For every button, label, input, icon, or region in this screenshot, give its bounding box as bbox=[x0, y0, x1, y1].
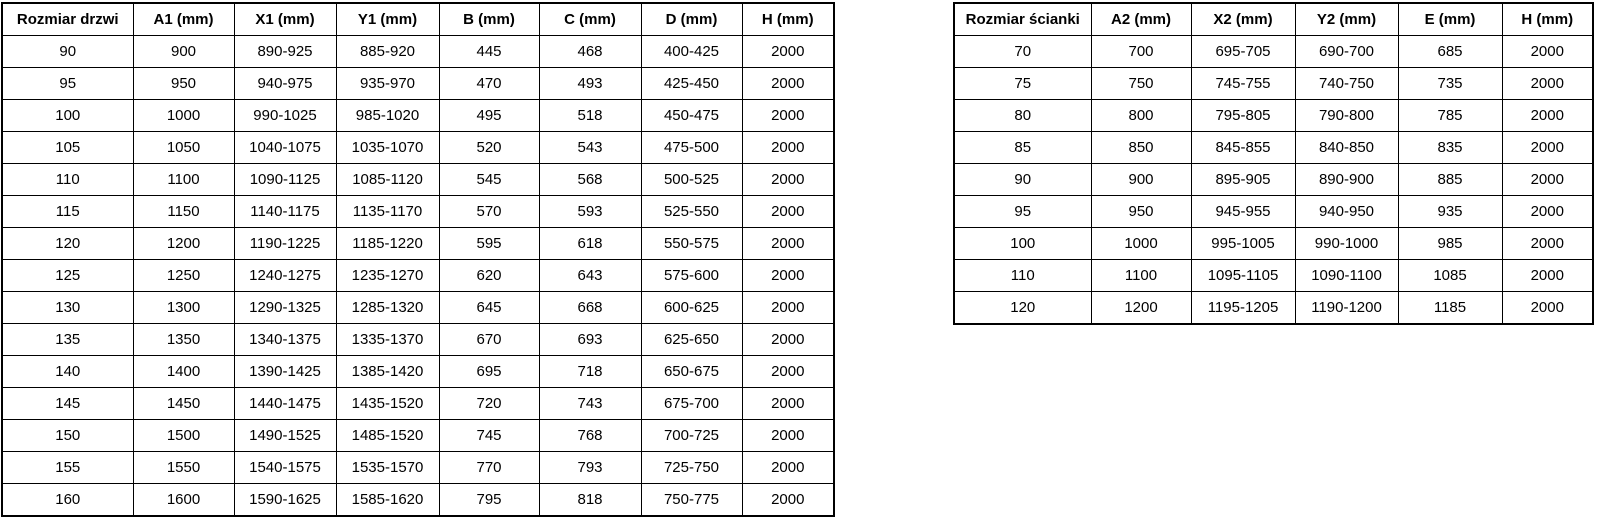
table-row bbox=[2, 228, 834, 260]
table-cell: 1440-1475 bbox=[234, 388, 336, 420]
table-cell: 695 bbox=[439, 356, 539, 388]
column-header: E (mm) bbox=[1398, 3, 1502, 36]
table-cell: 595 bbox=[439, 228, 539, 260]
table-cell: 1085-1120 bbox=[336, 164, 439, 196]
table-cell: 700-725 bbox=[641, 420, 742, 452]
table-cell: 1090-1100 bbox=[1295, 260, 1398, 292]
table-cell: 645 bbox=[439, 292, 539, 324]
table-cell: 618 bbox=[539, 228, 641, 260]
table-cell: 793 bbox=[539, 452, 641, 484]
table-cell: 795 bbox=[439, 484, 539, 517]
table-cell: 2000 bbox=[742, 196, 834, 228]
table-cell: 818 bbox=[539, 484, 641, 517]
table-cell: 950 bbox=[1091, 196, 1191, 228]
table-cell: 718 bbox=[539, 356, 641, 388]
table-cell: 840-850 bbox=[1295, 132, 1398, 164]
table-cell: 1385-1420 bbox=[336, 356, 439, 388]
table-row bbox=[2, 36, 834, 68]
table-cell: 145 bbox=[2, 388, 133, 420]
table-row bbox=[954, 164, 1593, 196]
table-cell: 105 bbox=[2, 132, 133, 164]
table-cell: 1290-1325 bbox=[234, 292, 336, 324]
table-cell: 80 bbox=[954, 100, 1091, 132]
table-cell: 125 bbox=[2, 260, 133, 292]
table-cell: 450-475 bbox=[641, 100, 742, 132]
table-cell: 643 bbox=[539, 260, 641, 292]
table-cell: 2000 bbox=[742, 68, 834, 100]
table-cell: 625-650 bbox=[641, 324, 742, 356]
table-cell: 90 bbox=[954, 164, 1091, 196]
table-cell: 1150 bbox=[133, 196, 234, 228]
table-cell: 940-950 bbox=[1295, 196, 1398, 228]
table-cell: 750 bbox=[1091, 68, 1191, 100]
table-cell: 735 bbox=[1398, 68, 1502, 100]
table-cell: 1100 bbox=[133, 164, 234, 196]
table-cell: 890-900 bbox=[1295, 164, 1398, 196]
table-cell: 543 bbox=[539, 132, 641, 164]
table-cell: 1000 bbox=[133, 100, 234, 132]
table-cell: 1435-1520 bbox=[336, 388, 439, 420]
table-cell: 1600 bbox=[133, 484, 234, 517]
table-cell: 1485-1520 bbox=[336, 420, 439, 452]
column-header: H (mm) bbox=[1502, 3, 1593, 36]
table-cell: 1095-1105 bbox=[1191, 260, 1295, 292]
table-cell: 400-425 bbox=[641, 36, 742, 68]
wall-sizes-table bbox=[953, 2, 1594, 325]
table-cell: 425-450 bbox=[641, 68, 742, 100]
table-cell: 2000 bbox=[742, 388, 834, 420]
column-header: Rozmiar drzwi bbox=[2, 3, 133, 36]
column-header: D (mm) bbox=[641, 3, 742, 36]
table-cell: 1135-1170 bbox=[336, 196, 439, 228]
table-cell: 575-600 bbox=[641, 260, 742, 292]
table-cell: 2000 bbox=[742, 484, 834, 517]
table-cell: 950 bbox=[133, 68, 234, 100]
table-row bbox=[954, 196, 1593, 228]
table-cell: 2000 bbox=[742, 356, 834, 388]
table-cell: 1035-1070 bbox=[336, 132, 439, 164]
table-cell: 1185 bbox=[1398, 292, 1502, 325]
table-cell: 1185-1220 bbox=[336, 228, 439, 260]
table-cell: 670 bbox=[439, 324, 539, 356]
table-cell: 468 bbox=[539, 36, 641, 68]
table-cell: 1200 bbox=[1091, 292, 1191, 325]
table-cell: 140 bbox=[2, 356, 133, 388]
table-cell: 70 bbox=[954, 36, 1091, 68]
table-cell: 470 bbox=[439, 68, 539, 100]
table-cell: 2000 bbox=[1502, 164, 1593, 196]
table-cell: 2000 bbox=[1502, 228, 1593, 260]
table-row bbox=[954, 132, 1593, 164]
table-row bbox=[2, 388, 834, 420]
table-cell: 570 bbox=[439, 196, 539, 228]
table-cell: 745-755 bbox=[1191, 68, 1295, 100]
table-row bbox=[2, 132, 834, 164]
table-row bbox=[2, 324, 834, 356]
table-cell: 725-750 bbox=[641, 452, 742, 484]
table-cell: 2000 bbox=[742, 132, 834, 164]
table-cell: 1085 bbox=[1398, 260, 1502, 292]
table-cell: 1400 bbox=[133, 356, 234, 388]
table-cell: 155 bbox=[2, 452, 133, 484]
table-cell: 2000 bbox=[1502, 292, 1593, 325]
table-cell: 850 bbox=[1091, 132, 1191, 164]
table-cell: 985-1020 bbox=[336, 100, 439, 132]
table-cell: 1285-1320 bbox=[336, 292, 439, 324]
table-row bbox=[954, 100, 1593, 132]
table-cell: 550-575 bbox=[641, 228, 742, 260]
table-cell: 95 bbox=[2, 68, 133, 100]
table-cell: 95 bbox=[954, 196, 1091, 228]
table-cell: 1535-1570 bbox=[336, 452, 439, 484]
table-cell: 1340-1375 bbox=[234, 324, 336, 356]
table-cell: 785 bbox=[1398, 100, 1502, 132]
column-header: X2 (mm) bbox=[1191, 3, 1295, 36]
table-cell: 1235-1270 bbox=[336, 260, 439, 292]
table-cell: 885 bbox=[1398, 164, 1502, 196]
table-cell: 940-975 bbox=[234, 68, 336, 100]
table-cell: 900 bbox=[133, 36, 234, 68]
table-cell: 900 bbox=[1091, 164, 1191, 196]
table-row bbox=[954, 260, 1593, 292]
table-row bbox=[954, 292, 1593, 325]
table-cell: 85 bbox=[954, 132, 1091, 164]
table-cell: 2000 bbox=[742, 420, 834, 452]
column-header: A2 (mm) bbox=[1091, 3, 1191, 36]
table-cell: 500-525 bbox=[641, 164, 742, 196]
table-cell: 1500 bbox=[133, 420, 234, 452]
table-row bbox=[954, 68, 1593, 100]
table-cell: 693 bbox=[539, 324, 641, 356]
table-row bbox=[2, 484, 834, 517]
table-row bbox=[954, 36, 1593, 68]
table-cell: 493 bbox=[539, 68, 641, 100]
table-row bbox=[2, 100, 834, 132]
column-header: H (mm) bbox=[742, 3, 834, 36]
table-row bbox=[2, 420, 834, 452]
table-cell: 2000 bbox=[1502, 100, 1593, 132]
table-cell: 2000 bbox=[742, 100, 834, 132]
table-cell: 120 bbox=[954, 292, 1091, 325]
table-cell: 2000 bbox=[1502, 196, 1593, 228]
table-cell: 945-955 bbox=[1191, 196, 1295, 228]
table-cell: 1200 bbox=[133, 228, 234, 260]
table-cell: 745 bbox=[439, 420, 539, 452]
table-cell: 1250 bbox=[133, 260, 234, 292]
door-sizes-table bbox=[1, 2, 835, 517]
table-cell: 1335-1370 bbox=[336, 324, 439, 356]
table-cell: 740-750 bbox=[1295, 68, 1398, 100]
table-cell: 695-705 bbox=[1191, 36, 1295, 68]
table-cell: 995-1005 bbox=[1191, 228, 1295, 260]
table-cell: 445 bbox=[439, 36, 539, 68]
table-cell: 525-550 bbox=[641, 196, 742, 228]
table-cell: 495 bbox=[439, 100, 539, 132]
table-cell: 890-925 bbox=[234, 36, 336, 68]
table-cell: 1540-1575 bbox=[234, 452, 336, 484]
table-row bbox=[2, 356, 834, 388]
table-cell: 520 bbox=[439, 132, 539, 164]
table-cell: 790-800 bbox=[1295, 100, 1398, 132]
table-cell: 2000 bbox=[742, 324, 834, 356]
table-cell: 885-920 bbox=[336, 36, 439, 68]
table-cell: 1300 bbox=[133, 292, 234, 324]
table-cell: 620 bbox=[439, 260, 539, 292]
table-cell: 115 bbox=[2, 196, 133, 228]
table-cell: 2000 bbox=[742, 260, 834, 292]
column-header: Y1 (mm) bbox=[336, 3, 439, 36]
table-cell: 75 bbox=[954, 68, 1091, 100]
table-cell: 935-970 bbox=[336, 68, 439, 100]
table-cell: 2000 bbox=[742, 164, 834, 196]
table-cell: 135 bbox=[2, 324, 133, 356]
table-cell: 1100 bbox=[1091, 260, 1191, 292]
table-cell: 800 bbox=[1091, 100, 1191, 132]
table-cell: 100 bbox=[2, 100, 133, 132]
header-row bbox=[2, 3, 834, 36]
table-cell: 1350 bbox=[133, 324, 234, 356]
table-cell: 1195-1205 bbox=[1191, 292, 1295, 325]
table-cell: 2000 bbox=[1502, 36, 1593, 68]
table-cell: 1550 bbox=[133, 452, 234, 484]
table-cell: 675-700 bbox=[641, 388, 742, 420]
table-cell: 90 bbox=[2, 36, 133, 68]
table-cell: 160 bbox=[2, 484, 133, 517]
table-cell: 2000 bbox=[742, 452, 834, 484]
table-row bbox=[2, 196, 834, 228]
table-cell: 1240-1275 bbox=[234, 260, 336, 292]
table-cell: 1000 bbox=[1091, 228, 1191, 260]
table-cell: 845-855 bbox=[1191, 132, 1295, 164]
table-row bbox=[2, 452, 834, 484]
table-cell: 2000 bbox=[1502, 68, 1593, 100]
table-row bbox=[2, 292, 834, 324]
table-cell: 568 bbox=[539, 164, 641, 196]
table-cell: 2000 bbox=[1502, 132, 1593, 164]
table-cell: 120 bbox=[2, 228, 133, 260]
column-header: X1 (mm) bbox=[234, 3, 336, 36]
table-cell: 1190-1225 bbox=[234, 228, 336, 260]
table-cell: 1390-1425 bbox=[234, 356, 336, 388]
table-cell: 700 bbox=[1091, 36, 1191, 68]
column-header: Rozmiar ścianki bbox=[954, 3, 1091, 36]
table-cell: 1450 bbox=[133, 388, 234, 420]
table-cell: 1190-1200 bbox=[1295, 292, 1398, 325]
table-row bbox=[954, 228, 1593, 260]
table-cell: 985 bbox=[1398, 228, 1502, 260]
column-header: B (mm) bbox=[439, 3, 539, 36]
table-cell: 685 bbox=[1398, 36, 1502, 68]
table-cell: 2000 bbox=[1502, 260, 1593, 292]
table-cell: 835 bbox=[1398, 132, 1502, 164]
table-cell: 690-700 bbox=[1295, 36, 1398, 68]
column-header: Y2 (mm) bbox=[1295, 3, 1398, 36]
table-cell: 1490-1525 bbox=[234, 420, 336, 452]
table-cell: 1590-1625 bbox=[234, 484, 336, 517]
table-cell: 1050 bbox=[133, 132, 234, 164]
column-header: C (mm) bbox=[539, 3, 641, 36]
table-cell: 518 bbox=[539, 100, 641, 132]
table-row bbox=[2, 260, 834, 292]
table-cell: 720 bbox=[439, 388, 539, 420]
table-cell: 100 bbox=[954, 228, 1091, 260]
table-cell: 150 bbox=[2, 420, 133, 452]
table-cell: 743 bbox=[539, 388, 641, 420]
table-cell: 990-1000 bbox=[1295, 228, 1398, 260]
table-cell: 2000 bbox=[742, 292, 834, 324]
table-cell: 750-775 bbox=[641, 484, 742, 517]
header-row bbox=[954, 3, 1593, 36]
table-cell: 770 bbox=[439, 452, 539, 484]
column-header: A1 (mm) bbox=[133, 3, 234, 36]
table-cell: 1585-1620 bbox=[336, 484, 439, 517]
table-cell: 795-805 bbox=[1191, 100, 1295, 132]
table-cell: 668 bbox=[539, 292, 641, 324]
table-cell: 935 bbox=[1398, 196, 1502, 228]
table-cell: 768 bbox=[539, 420, 641, 452]
table-cell: 600-625 bbox=[641, 292, 742, 324]
table-cell: 650-675 bbox=[641, 356, 742, 388]
table-cell: 2000 bbox=[742, 228, 834, 260]
table-cell: 1040-1075 bbox=[234, 132, 336, 164]
table-cell: 110 bbox=[954, 260, 1091, 292]
table-row bbox=[2, 68, 834, 100]
table-cell: 895-905 bbox=[1191, 164, 1295, 196]
table-cell: 110 bbox=[2, 164, 133, 196]
table-cell: 1090-1125 bbox=[234, 164, 336, 196]
table-cell: 990-1025 bbox=[234, 100, 336, 132]
table-cell: 2000 bbox=[742, 36, 834, 68]
table-cell: 1140-1175 bbox=[234, 196, 336, 228]
table-cell: 593 bbox=[539, 196, 641, 228]
table-cell: 130 bbox=[2, 292, 133, 324]
table-cell: 475-500 bbox=[641, 132, 742, 164]
table-row bbox=[2, 164, 834, 196]
table-cell: 545 bbox=[439, 164, 539, 196]
